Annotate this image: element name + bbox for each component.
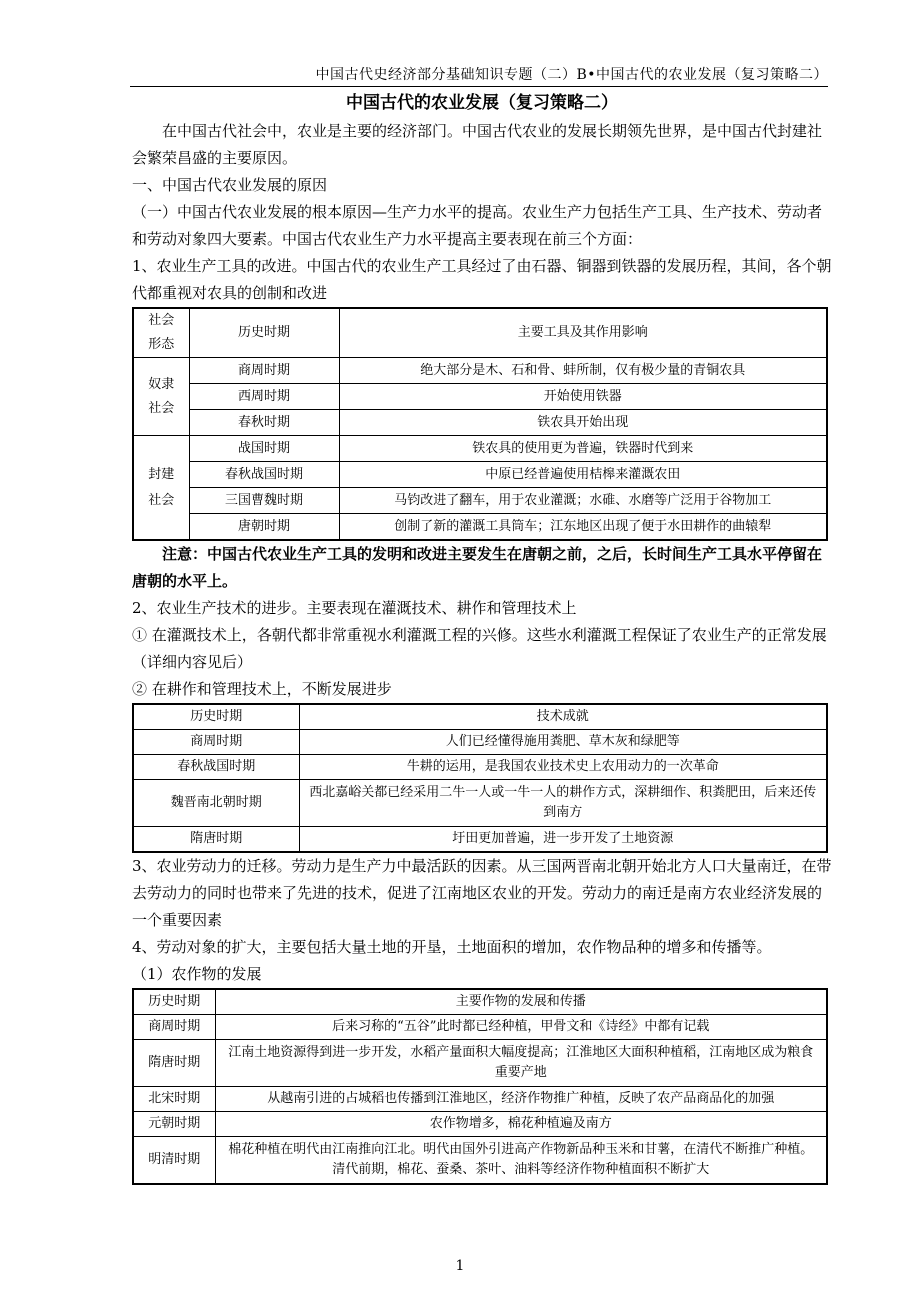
- tools-table: [132, 307, 828, 541]
- item-1-paragraph: 1、农业生产工具的改进。中国古代的农业生产工具经过了由石器、铜器到铁器的发展历程，其间，各个朝代都重视对农具的创制和改进: [132, 257, 832, 302]
- table-header-row: [133, 704, 827, 730]
- period-cell: 西周时期: [189, 384, 339, 410]
- note-paragraph: [132, 541, 832, 595]
- header-cell: 历史时期: [189, 308, 339, 358]
- period-cell: 商周时期: [133, 730, 299, 755]
- content-cell: 后来习称的“五谷”此时都已经种植，甲骨文和《诗经》中都有记载: [215, 1015, 827, 1040]
- content-cell: 农作物增多，棉花种植遍及南方: [215, 1112, 827, 1137]
- crops-table: [132, 988, 828, 1185]
- content-cell: 中原已经普遍使用桔槔来灌溉农田: [339, 462, 827, 488]
- table-row: [133, 755, 827, 780]
- table-row: [133, 1040, 827, 1087]
- content-cell: 人们已经懂得施用粪肥、草木灰和绿肥等: [299, 730, 827, 755]
- header-cell: 主要作物的发展和传播: [215, 989, 827, 1015]
- running-header: 中国古代史经济部分基础知识专题（二）B•中国古代的农业发展（复习策略二）: [130, 64, 828, 87]
- table-row: [133, 436, 827, 462]
- techniques-table: [132, 703, 828, 853]
- period-cell: 魏晋南北朝时期: [133, 780, 299, 827]
- content-cell: 棉花种植在明代由江南推向江北。明代由国外引进高产作物新品种玉米和甘薯，在清代不断推广种植。清代前期，棉花、蚕桑、茶叶、油料等经济作物种植面积不断扩大: [215, 1137, 827, 1185]
- page-title: 中国古代的农业发展（复习策略二）: [346, 93, 618, 113]
- table-row: [133, 730, 827, 755]
- header-cell: 历史时期: [133, 704, 299, 730]
- table-row: [133, 514, 827, 541]
- item-2a-paragraph: ① 在灌溉技术上，各朝代都非常重视水利灌溉工程的兴修。这些水利灌溉工程保证了农业生产的正常发展（详细内容见后）: [132, 626, 827, 671]
- period-cell: 隋唐时期: [133, 827, 299, 853]
- table-row: [133, 1137, 827, 1185]
- period-cell: 明清时期: [133, 1137, 215, 1185]
- period-cell: 春秋战国时期: [133, 755, 299, 780]
- note-text: 中国古代农业生产工具的发明和改进主要发生在唐朝之前，之后，长时间生产工具水平停留在唐朝的水平上。: [132, 545, 823, 590]
- table-row: [133, 358, 827, 384]
- group-cell-feudal: 封建 社会: [133, 436, 189, 541]
- item-4-paragraph: 4、劳动对象的扩大，主要包括大量土地的开垦，土地面积的增加，农作物品种的增多和传播等。: [132, 938, 772, 956]
- section-heading-1: 一、中国古代农业发展的原因: [132, 176, 328, 194]
- page-number: 1: [455, 1258, 465, 1274]
- header-cell: 技术成就: [299, 704, 827, 730]
- item-3-paragraph: 3、农业劳动力的迁移。劳动力是生产力中最活跃的因素。从三国两晋南北朝开始北方人口大量南迁，在带去劳动力的同时也带来了先进的技术，促进了江南地区农业的开发。劳动力的南迁是南方农业经济发展的一个重要因素: [132, 857, 832, 929]
- table-row: [133, 410, 827, 436]
- item-2-paragraph: 2、农业生产技术的进步。主要表现在灌溉技术、耕作和管理技术上: [132, 599, 577, 617]
- period-cell: 隋唐时期: [133, 1040, 215, 1087]
- item-4a-paragraph: （1）农作物的发展: [132, 965, 262, 983]
- header-cell: 社会 形态: [133, 308, 189, 358]
- period-cell: 战国时期: [189, 436, 339, 462]
- content-cell: 铁农具开始出现: [339, 410, 827, 436]
- table-header-row: [133, 308, 827, 358]
- table-row: [133, 1015, 827, 1040]
- content-cell: 圩田更加普遍，进一步开发了土地资源: [299, 827, 827, 853]
- content-cell: 铁农具的使用更为普遍，铁器时代到来: [339, 436, 827, 462]
- period-cell: 商周时期: [189, 358, 339, 384]
- table-row: [133, 827, 827, 853]
- document-body: [132, 90, 832, 1185]
- period-cell: 春秋战国时期: [189, 462, 339, 488]
- table-row: [133, 462, 827, 488]
- header-cell: 历史时期: [133, 989, 215, 1015]
- table-row: [133, 384, 827, 410]
- content-cell: 牛耕的运用，是我国农业技术史上农用动力的一次革命: [299, 755, 827, 780]
- period-cell: 商周时期: [133, 1015, 215, 1040]
- period-cell: 唐朝时期: [189, 514, 339, 541]
- table-row: [133, 1112, 827, 1137]
- table-row: [133, 488, 827, 514]
- note-label: 注意：: [162, 545, 208, 563]
- content-cell: 马钧改进了翻车，用于农业灌溉；水碓、水磨等广泛用于谷物加工: [339, 488, 827, 514]
- table-row: [133, 1087, 827, 1112]
- table-row: [133, 780, 827, 827]
- content-cell: 从越南引进的占城稻也传播到江淮地区，经济作物推广种植，反映了农产品商品化的加强: [215, 1087, 827, 1112]
- content-cell: 开始使用铁器: [339, 384, 827, 410]
- intro-paragraph: 在中国古代社会中，农业是主要的经济部门。中国古代农业的发展长期领先世界，是中国古代封建社会繁荣昌盛的主要原因。: [132, 122, 823, 167]
- item-2b-paragraph: ② 在耕作和管理技术上，不断发展进步: [132, 680, 392, 698]
- content-cell: 绝大部分是木、石和骨、蚌所制，仅有极少量的青铜农具: [339, 358, 827, 384]
- header-cell: 主要工具及其作用影响: [339, 308, 827, 358]
- table-header-row: [133, 989, 827, 1015]
- period-cell: 三国曹魏时期: [189, 488, 339, 514]
- content-cell: 创制了新的灌溉工具筒车；江东地区出现了便于水田耕作的曲辕犁: [339, 514, 827, 541]
- period-cell: 春秋时期: [189, 410, 339, 436]
- period-cell: 北宋时期: [133, 1087, 215, 1112]
- content-cell: 西北嘉峪关都已经采用二牛一人或一牛一人的耕作方式，深耕细作、积粪肥田，后来还传到南方: [299, 780, 827, 827]
- period-cell: 元朝时期: [133, 1112, 215, 1137]
- content-cell: 江南土地资源得到进一步开发，水稻产量面积大幅度提高；江淮地区大面积种植稻，江南地区成为粮食重要产地: [215, 1040, 827, 1087]
- group-cell-slave: 奴隶 社会: [133, 358, 189, 436]
- subsection-paragraph-1: （一）中国古代农业发展的根本原因—生产力水平的提高。农业生产力包括生产工具、生产技术、劳动者和劳动对象四大要素。中国古代农业生产力水平提高主要表现在前三个方面：: [132, 203, 823, 248]
